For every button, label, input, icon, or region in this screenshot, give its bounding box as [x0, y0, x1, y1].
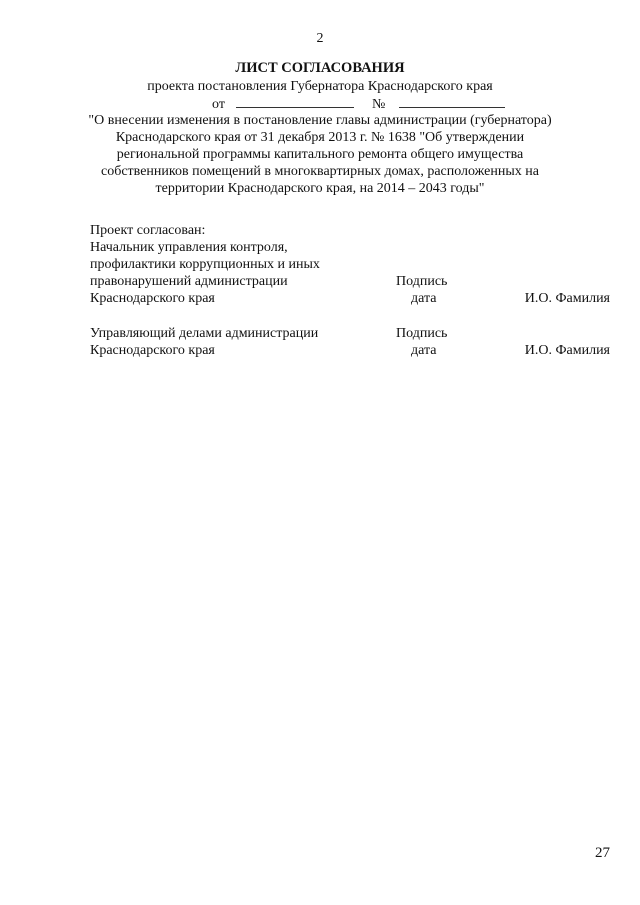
from-label: от — [212, 97, 225, 112]
description-line: территории Краснодарского края, на 2014 – 2043 годы" — [155, 181, 485, 196]
description-line: "О внесении изменения в постановление главы администрации (губернатора) — [88, 113, 552, 128]
signer-name: И.О. Фамилия — [524, 291, 610, 306]
description-line: собственников помещений в многоквартирных домах, расположенных на — [101, 164, 539, 179]
page-number-bottom: 27 — [595, 845, 610, 861]
document-title: ЛИСТ СОГЛАСОВАНИЯ — [235, 60, 405, 76]
signer-position-line: Краснодарского края — [90, 343, 215, 358]
document-subtitle: проекта постановления Губернатора Краснодарского края — [147, 79, 493, 94]
signer-position-line: профилактики коррупционных и иных — [90, 257, 320, 272]
signature-label: Подпись — [396, 326, 448, 341]
signer-position-line: Начальник управления контроля, — [90, 240, 288, 255]
signer-name: И.О. Фамилия — [524, 343, 610, 358]
number-label: № — [371, 97, 386, 112]
number-blank — [399, 95, 505, 108]
approved-label: Проект согласован: — [90, 223, 206, 238]
signer-position-line: правонарушений администрации — [90, 274, 288, 289]
signer-position-line: Краснодарского края — [90, 291, 215, 306]
page-number-top: 2 — [316, 31, 324, 46]
description-line: Краснодарского края от 31 декабря 2013 г. № 1638 "Об утверждении — [115, 130, 525, 145]
signature-label: Подпись — [396, 274, 448, 289]
signer-position-line: Управляющий делами администрации — [90, 326, 319, 341]
date-blank — [236, 95, 354, 108]
description-line: региональной программы капитального ремонта общего имущества — [116, 147, 524, 162]
date-label: дата — [411, 343, 437, 358]
date-label: дата — [411, 291, 437, 306]
date-number-line — [212, 95, 505, 113]
